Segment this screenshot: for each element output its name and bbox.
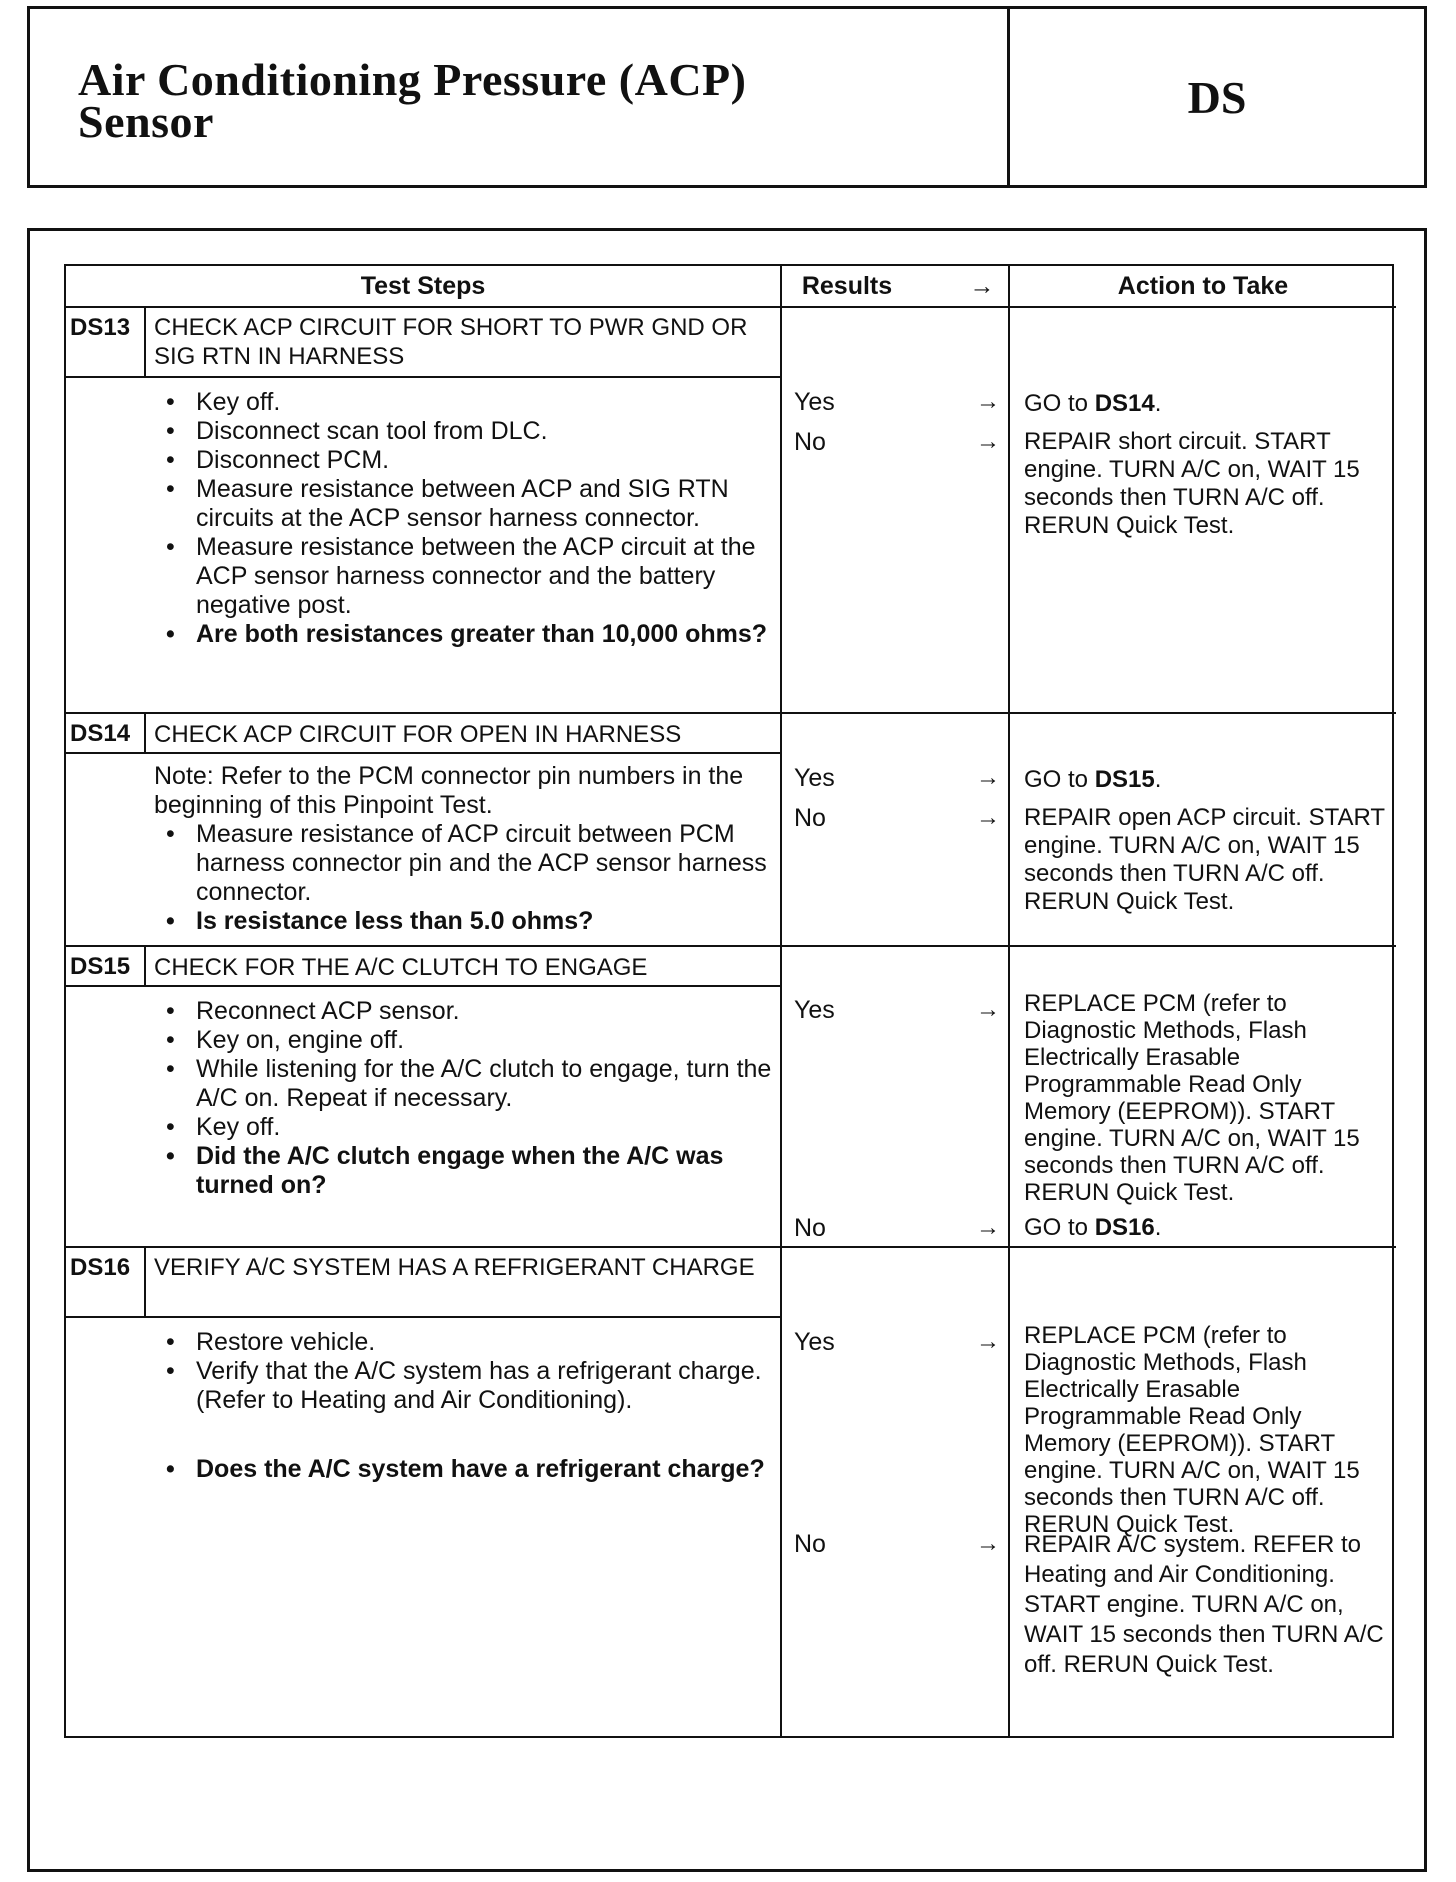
- header-divider: [66, 306, 1396, 308]
- title-line-1: Air Conditioning Pressure (ACP): [78, 54, 747, 105]
- col-header-test-steps: Test Steps: [360, 271, 486, 300]
- step-title-divider: [66, 752, 780, 754]
- action-no: REPAIR A/C system. REFER to Heating and Air Conditioning. START engine. TURN A/C on, WAIT 15 seconds then TURN A/C off. RERUN Quick Test.: [1024, 1531, 1384, 1678]
- result-yes: Yes: [794, 388, 835, 416]
- action-target: DS14: [1094, 390, 1155, 417]
- step-item: • Key off.: [154, 388, 784, 417]
- result-yes: Yes: [794, 764, 835, 792]
- title-line-2: Sensor: [78, 96, 214, 147]
- step-question: • Did the A/C clutch engage when the A/C was turned on?: [154, 1142, 784, 1200]
- diagnostic-table: [64, 264, 1394, 1738]
- step-item: • Disconnect PCM.: [154, 446, 784, 475]
- col-header-action: Action to Take: [1117, 271, 1289, 300]
- step-question: • Are both resistances greater than 10,000 ohms?: [154, 620, 784, 649]
- section-code: DS: [1187, 71, 1247, 123]
- arrow-icon: →: [976, 996, 1000, 1023]
- action-yes: REPLACE PCM (refer to Diagnostic Methods, Flash Electrically Erasable Programmable Read Only Memory (EEPROM)). START engine. TURN A/C on, WAIT 15 seconds then TURN A/C off. RERUN Quick Test.: [1024, 1322, 1360, 1538]
- action-yes: REPLACE PCM (refer to Diagnostic Methods, Flash Electrically Erasable Programmable Read Only Memory (EEPROM)). START engine. TURN A/C on, WAIT 15 seconds then TURN A/C off. RERUN Quick Test.: [1024, 990, 1360, 1206]
- arrow-icon: →: [976, 804, 1000, 831]
- step-body: [154, 388, 784, 649]
- step-title-divider: [66, 985, 780, 987]
- arrow-icon: →: [976, 388, 1000, 415]
- step-body: [154, 1328, 784, 1484]
- step-question: • Does the A/C system have a refrigerant charge?: [154, 1455, 784, 1484]
- step-id-divider: [144, 1246, 146, 1316]
- step-body: [154, 762, 784, 936]
- arrow-icon: →: [976, 1214, 1000, 1241]
- col-header-results: Results: [801, 271, 893, 300]
- result-no: No: [794, 1214, 826, 1242]
- step-body: [154, 997, 784, 1200]
- step-question: • Is resistance less than 5.0 ohms?: [154, 907, 784, 936]
- step-item: • Disconnect scan tool from DLC.: [154, 417, 784, 446]
- row-divider: [66, 945, 1396, 947]
- step-id-divider: [144, 712, 146, 752]
- action-target: DS15: [1094, 766, 1155, 793]
- step-id-divider: [144, 306, 146, 376]
- result-no: No: [794, 804, 826, 832]
- result-no: No: [794, 1530, 826, 1558]
- step-item: • Restore vehicle.: [154, 1328, 784, 1357]
- result-yes: Yes: [794, 996, 835, 1024]
- arrow-icon: →: [976, 428, 1000, 455]
- step-item: • Key off.: [154, 1113, 784, 1142]
- step-item: • Key on, engine off.: [154, 1026, 784, 1055]
- action-yes: GO to DS14.: [1024, 390, 1162, 417]
- arrow-icon: →: [976, 1328, 1000, 1355]
- header-box: [27, 6, 1427, 188]
- step-item: • Measure resistance between the ACP circuit at the ACP sensor harness connector and the battery negative post.: [154, 533, 784, 620]
- step-title: CHECK ACP CIRCUIT FOR OPEN IN HARNESS: [154, 721, 682, 748]
- col-divider-action: [1008, 266, 1010, 1736]
- step-item: • Measure resistance of ACP circuit between PCM harness connector pin and the ACP sensor harness connector.: [154, 820, 784, 907]
- action-no: REPAIR short circuit. START engine. TURN A/C on, WAIT 15 seconds then TURN A/C off. RERUN Quick Test.: [1024, 428, 1360, 539]
- arrow-icon: →: [976, 1530, 1000, 1557]
- result-no: No: [794, 428, 826, 456]
- content-frame: [27, 228, 1427, 1872]
- step-title-divider: [66, 1316, 780, 1318]
- row-divider: [66, 712, 1396, 714]
- step-item: • Verify that the A/C system has a refrigerant charge. (Refer to Heating and Air Conditioning).: [154, 1357, 784, 1415]
- step-item: • Measure resistance between ACP and SIG RTN circuits at the ACP sensor harness connector.: [154, 475, 784, 533]
- action-no: GO to DS16.: [1024, 1214, 1162, 1241]
- step-id: DS13: [70, 314, 131, 341]
- step-id: DS15: [70, 953, 131, 980]
- row-divider: [66, 1246, 1396, 1248]
- step-title: CHECK FOR THE A/C CLUTCH TO ENGAGE: [154, 954, 648, 981]
- step-id-divider: [144, 945, 146, 985]
- step-item: • While listening for the A/C clutch to engage, turn the A/C on. Repeat if necessary.: [154, 1055, 784, 1113]
- step-note: Note: Refer to the PCM connector pin numbers in the beginning of this Pinpoint Test.: [154, 762, 744, 819]
- col-header-arrow: →: [969, 271, 995, 300]
- result-yes: Yes: [794, 1328, 835, 1356]
- action-no: REPAIR open ACP circuit. START engine. TURN A/C on, WAIT 15 seconds then TURN A/C off. RERUN Quick Test.: [1024, 804, 1385, 915]
- step-id: DS14: [70, 720, 131, 747]
- step-id: DS16: [70, 1254, 131, 1281]
- action-target: DS16: [1094, 1214, 1155, 1241]
- step-item: • Reconnect ACP sensor.: [154, 997, 784, 1026]
- step-title-divider: [66, 376, 780, 378]
- arrow-icon: →: [976, 764, 1000, 791]
- step-title: CHECK ACP CIRCUIT FOR SHORT TO PWR GND OR SIG RTN IN HARNESS: [154, 314, 748, 370]
- page-title: [30, 9, 1010, 185]
- step-title: VERIFY A/C SYSTEM HAS A REFRIGERANT CHARGE: [154, 1254, 755, 1281]
- action-yes: GO to DS15.: [1024, 766, 1162, 793]
